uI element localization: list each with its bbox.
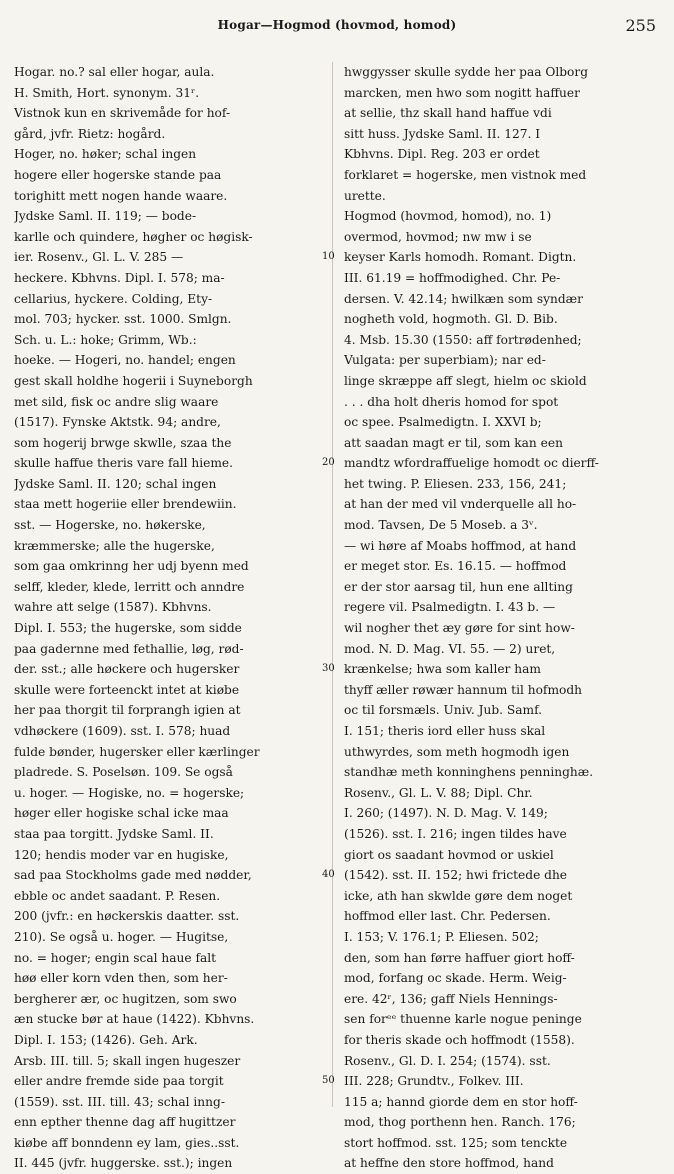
text-line: nogheth vold, hogmoth. Gl. D. Bib. — [344, 312, 558, 327]
text-line: oc spee. Psalmedigtn. I. XXVI b; — [344, 415, 542, 430]
text-line: I. 153; V. 176.1; P. Eliesen. 502; — [344, 929, 539, 944]
text-line: høø eller korn vden then, som her- — [14, 971, 228, 986]
text-line: gård, jvfr. Rietz: hogård. — [14, 126, 166, 141]
text-line: thyff æller røwær hannum til hofmodh — [344, 682, 582, 697]
text-line: her paa thorgit til forprangh igien at — [14, 703, 241, 718]
text-line: (1526). sst. I. 216; ingen tildes have — [344, 826, 567, 841]
text-line: torighitt mett nogen hande waare. — [14, 188, 228, 203]
text-line: skulle haffue theris vare fall hieme. — [14, 456, 234, 471]
text-line: heckere. Kbhvns. Dipl. I. 578; ma- — [14, 270, 225, 285]
text-line: at sellie, thz skall hand haffue vdi — [344, 106, 552, 121]
text-line: 115 a; hannd giorde dem en stor hoff- — [344, 1094, 578, 1109]
text-line: mod, forfang oc skade. Herm. Weig- — [344, 971, 567, 986]
text-line: oc til forsmæls. Univ. Jub. Samf. — [344, 703, 543, 718]
text-line: 200 (jvfr.: en høckerskis daatter. sst. — [14, 909, 240, 924]
text-line: mod. Tavsen, De 5 Moseb. a 3ᵛ. — [344, 518, 538, 533]
text-line: Arsb. III. till. 5; skall ingen hugeszer — [14, 1053, 241, 1068]
text-line: ebble oc andet saadant. P. Resen. — [14, 888, 221, 903]
text-line: selff, kleder, klede, lerritt och anndre — [14, 579, 245, 594]
text-line: er meget stor. Es. 16.15. — hoffmod — [344, 559, 567, 574]
text-line: I. 151; theris iord eller huss skal — [344, 724, 546, 738]
text-line: sitt huss. Jydske Saml. II. 127. I — [344, 126, 541, 141]
page-header — [0, 16, 674, 40]
text-line: linge skræppe aff slegt, hielm oc skiold — [344, 373, 587, 388]
text-line: Jydske Saml. II. 120; schal ingen — [14, 476, 217, 491]
page-number: 255 — [625, 16, 656, 35]
text-line: u. hoger. — Hogiske, no. = hogerske; — [14, 785, 245, 800]
text-line: II. 445 (jvfr. huggerske. sst.); ingen — [14, 1156, 233, 1171]
text-line: mandtz wfordraffuelige homodt oc dierff- — [344, 456, 599, 471]
text-line: overmod, hovmod; nw mw i se — [344, 229, 532, 244]
text-line: giort os saadant hovmod or uskiel — [344, 847, 554, 862]
text-line: met sild, fisk oc andre slig waare — [14, 394, 219, 409]
text-line: 210). Se også u. hoger. — Hugitse, — [14, 929, 229, 944]
text-line: 120; hendis moder var en hugiske, — [14, 847, 229, 862]
text-line: III. 228; Grundtv., Folkev. III. — [344, 1074, 524, 1089]
text-line: Jydske Saml. II. 119; — bode- — [14, 209, 197, 224]
text-line: mol. 703; hycker. sst. 1000. Smlgn. — [14, 312, 232, 327]
text-line: uthwyrdes, som meth hogmodh igen — [344, 744, 570, 759]
text-line: Vulgata: per superbiam); nar ed- — [344, 353, 546, 368]
text-line: Dipl. I. 553; the hugerske, som sidde — [14, 621, 242, 636]
text-line: karlle och quindere, høgher oc høgisk- — [14, 229, 253, 244]
text-line: paa gadernne med fethallie, løg, rød- — [14, 641, 244, 656]
text-line: Rosenv., Gl. L. V. 88; Dipl. Chr. — [344, 785, 533, 800]
text-line: staa paa torgitt. Jydske Saml. II. — [14, 826, 214, 841]
text-line: Rosenv., Gl. D. I. 254; (1574). sst. — [344, 1053, 551, 1068]
column-divider — [332, 62, 333, 1107]
text-line: Vistnok kun en skrivemåde for hof- — [14, 106, 231, 121]
text-line: att saadan magt er til, som kan een — [344, 435, 563, 450]
text-line: gest skall holdhe hogerii i Suyneborgh — [14, 373, 253, 388]
text-line: høger eller hogiske schal icke maa — [14, 806, 229, 821]
text-line: der. sst.; alle høckere och hugersker — [14, 662, 240, 677]
text-line: ere. 42ʳ, 136; gaff Niels Hennings- — [344, 991, 558, 1006]
text-line: er der stor aarsag til, hun ene allting — [344, 579, 573, 594]
text-line: kiøbe aff bonndenn ey lam, gies..sst. — [14, 1135, 240, 1150]
text-line: sen forᵉᵉ thuenne karle nogue peninge — [344, 1012, 582, 1027]
text-line: III. 61.19 = hoffmodighed. Chr. Pe- — [344, 270, 561, 285]
text-line: at han der med vil vnderquelle all ho- — [344, 497, 577, 512]
text-line: stort hoffmod. sst. 125; som tenckte — [344, 1135, 568, 1150]
text-line: at heffne den store hoffmod, hand — [344, 1156, 554, 1171]
line-number: 10 — [322, 251, 335, 263]
text-line: Hoger, no. høker; schal ingen — [14, 147, 197, 162]
text-line: Dipl. I. 153; (1426). Geh. Ark. — [14, 1032, 198, 1047]
text-line: som gaa omkrinng her udj byenn med — [14, 559, 249, 574]
text-line: eller andre fremde side paa torgit — [14, 1074, 224, 1089]
text-line: (1517). Fynske Aktstk. 94; andre, — [14, 415, 221, 430]
text-line: sad paa Stockholms gade med nødder, — [14, 868, 252, 883]
text-line: sst. — Hogerske, no. høkerske, — [14, 518, 206, 533]
text-line: (1559). sst. III. till. 43; schal inng- — [14, 1094, 225, 1109]
text-line: pladrede. S. Poselsøn. 109. Se også — [14, 765, 233, 780]
text-line: ier. Rosenv., Gl. L. V. 285 — — [14, 250, 184, 265]
text-line: het twing. P. Eliesen. 233, 156, 241; — [344, 476, 567, 491]
line-number: 40 — [322, 869, 335, 881]
text-line: urette. — [344, 188, 386, 203]
text-line: standhæ meth konninghens penninghæ. — [344, 765, 594, 780]
text-line: Kbhvns. Dipl. Reg. 203 er ordet — [344, 147, 540, 162]
line-number: 50 — [322, 1075, 335, 1087]
text-line: vdhøckere (1609). sst. I. 578; huad — [14, 724, 231, 738]
left-column — [14, 62, 318, 1174]
text-line: bergherer ær, oc hugitzen, som swo — [14, 991, 237, 1006]
right-column — [344, 62, 662, 1174]
text-line: Sch. u. L.: hoke; Grimm, Wb.: — [14, 332, 197, 347]
text-line: no. = hoger; engin scal haue falt — [14, 950, 217, 965]
line-number: 30 — [322, 663, 335, 675]
text-line: wil nogher thet æy gøre for sint how- — [344, 621, 575, 636]
text-line: marcken, men hwo som nogitt haffuer — [344, 85, 580, 100]
text-line: Hogmod (hovmod, homod), no. 1) — [344, 209, 552, 224]
text-line: som hogerij brwge skwlle, szaa the — [14, 435, 232, 450]
text-line: keyser Karls homodh. Romant. Digtn. — [344, 250, 577, 265]
text-line: mod. N. D. Mag. VI. 55. — 2) uret, — [344, 641, 556, 656]
text-line: Hogar. no.? sal eller hogar, aula. — [14, 65, 215, 79]
text-line: I. 260; (1497). N. D. Mag. V. 149; — [344, 806, 548, 821]
text-line: den, som han førre haffuer giort hoff- — [344, 950, 575, 965]
text-line: dersen. V. 42.14; hwilkæn som syndær — [344, 291, 583, 306]
text-line: — wi høre af Moabs hoffmod, at hand — [344, 538, 577, 553]
text-line: skulle were forteenckt intet at kiøbe — [14, 682, 240, 697]
text-line: staa mett hogeriie eller brendewiin. — [14, 497, 237, 512]
text-line: 4. Msb. 15.30 (1550: aff fortrødenhed; — [344, 332, 582, 347]
text-line: wahre att selge (1587). Kbhvns. — [14, 600, 212, 615]
text-line: icke, ath han skwlde gøre dem noget — [344, 888, 573, 903]
text-line: . . . dha holt dheris homod for spot — [344, 394, 559, 409]
text-line: hoffmod eller last. Chr. Pedersen. — [344, 909, 551, 924]
text-line: hogere eller hogerske stande paa — [14, 167, 222, 182]
running-title: Hogar—Hogmod (hovmod, homod) — [217, 18, 457, 32]
text-line: H. Smith, Hort. synonym. 31ʳ. — [14, 85, 200, 100]
text-line: mod, thog porthenn hen. Ranch. 176; — [344, 1115, 576, 1130]
text-line: for theris skade och hoffmodt (1558). — [344, 1032, 575, 1047]
text-line: krænkelse; hwa som kaller ham — [344, 662, 541, 677]
text-line: (1542). sst. II. 152; hwi frictede dhe — [344, 868, 568, 883]
text-line: forklaret = hogerske, men vistnok med — [344, 167, 587, 182]
text-line: hoeke. — Hogeri, no. handel; engen — [14, 353, 236, 368]
text-line: æn stucke bør at haue (1422). Kbhvns. — [14, 1012, 255, 1027]
text-line: hwggysser skulle sydde her paa Olborg — [344, 65, 589, 79]
text-line: enn epther thenne dag aff hugittzer — [14, 1115, 236, 1130]
text-line: kræmmerske; alle the hugerske, — [14, 538, 215, 553]
text-line: fulde bønder, hugersker eller kærlinger — [14, 744, 260, 759]
text-line: cellarius, hyckere. Colding, Ety- — [14, 291, 213, 306]
text-line: regere vil. Psalmedigtn. I. 43 b. — — [344, 600, 556, 615]
line-number: 20 — [322, 457, 335, 469]
